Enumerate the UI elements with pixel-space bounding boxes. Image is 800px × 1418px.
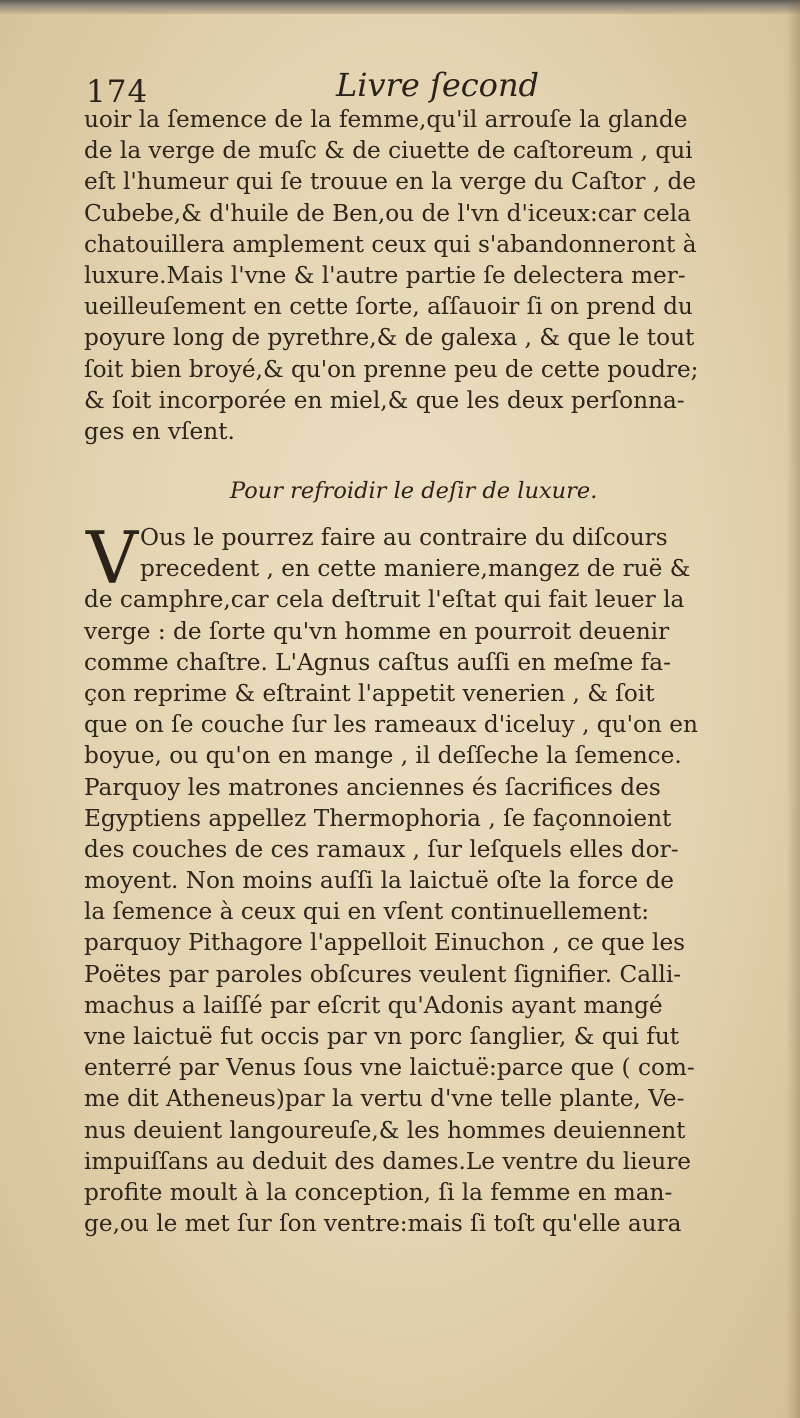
text-line: Poëtes par paroles obſcures veulent ſignifier. Calli-	[84, 960, 682, 988]
text-line: eſt l'humeur qui ſe trouue en la verge du Caſtor , de	[84, 168, 697, 196]
text-line: la ſemence à ceux qui en vſent continuellement:	[84, 898, 650, 926]
text-line: impuiſſans au deduit des dames.Le ventre du lieure	[84, 1147, 692, 1175]
text-line: precedent , en cette maniere,mangez de ruë &	[140, 555, 691, 583]
text-line: ges en vſent.	[84, 417, 235, 445]
text-line: comme chaſtre. L'Agnus caſtus auſſi en meſme fa-	[84, 648, 671, 676]
paragraph-2	[84, 584, 784, 1239]
paragraph-1	[84, 104, 784, 447]
page-number: 174	[86, 74, 149, 110]
running-head: Livre ſecond	[336, 66, 540, 104]
paragraph-2-opening	[84, 522, 784, 584]
text-line: machus a laiſſé par eſcrit qu'Adonis ayant mangé	[84, 991, 663, 1019]
section-heading: Pour refroidir le deſir de luxure.	[230, 478, 598, 504]
text-line: nus deuient langoureuſe,& les hommes deuiennent	[84, 1116, 686, 1144]
text-line: ſoit bien broyé,& qu'on prenne peu de cette poudre;	[84, 355, 699, 383]
text-line: boyue, ou qu'on en mange , il deſſeche la ſemence.	[84, 742, 682, 770]
text-line: uoir la ſemence de la femme,qu'il arrouſe la glande	[84, 106, 688, 133]
text-line: des couches de ces ramaux , ſur leſquels elles dor-	[84, 835, 679, 863]
text-line: parquoy Pithagore l'appelloit Einuchon , ce que les	[84, 929, 686, 957]
page-right-edge	[786, 0, 800, 1418]
text-line: vne laictuë fut occis par vn porc ſanglier, & qui fut	[84, 1023, 680, 1051]
text-line: de camphre,car cela deſtruit l'eſtat qui fait leuer la	[84, 586, 685, 614]
text-line: & ſoit incorporée en miel,& que les deux perſonna-	[84, 386, 685, 414]
text-line: luxure.Mais l'vne & l'autre partie ſe delectera mer-	[84, 261, 686, 289]
text-line: me dit Atheneus)par la vertu d'vne telle plante, Ve-	[84, 1085, 685, 1113]
text-line: poyure long de pyrethre,& de galexa , & que le tout	[84, 324, 695, 352]
text-line: enterré par Venus ſous vne laictuë:parce que ( com-	[84, 1054, 695, 1082]
text-line: ge,ou le met ſur ſon ventre:mais ſi toſt qu'elle aura	[84, 1210, 682, 1238]
text-line: moyent. Non moins auſſi la laictuë oſte la force de	[84, 867, 675, 895]
text-line: Parquoy les matrones anciennes és ſacrifices des	[84, 773, 661, 801]
text-line: chatouillera amplement ceux qui s'abandonneront à	[84, 230, 697, 258]
text-line: profite moult à la conception, ſi la femme en man-	[84, 1178, 673, 1206]
text-line: verge : de ſorte qu'vn homme en pourroit deuenir	[84, 617, 670, 645]
text-line: ueilleuſement en cette ſorte, aſſauoir ſi on prend du	[84, 293, 693, 321]
text-line: de la verge de muſc & de ciuette de caſtoreum , qui	[84, 137, 693, 165]
text-line: Egyptiens appellez Thermophoria , ſe façonnoient	[84, 804, 672, 832]
text-line: que on ſe couche ſur les rameaux d'iceluy , qu'on en	[84, 711, 698, 739]
page-top-edge	[0, 0, 800, 14]
drop-cap: V	[86, 516, 138, 600]
text-line: çon reprime & eſtraint l'appetit venerien , & ſoit	[84, 679, 655, 707]
text-line: Ous le pourrez faire au contraire du diſcours	[140, 524, 668, 551]
text-line: Cubebe,& d'huile de Ben,ou de l'vn d'iceux:car cela	[84, 199, 691, 227]
